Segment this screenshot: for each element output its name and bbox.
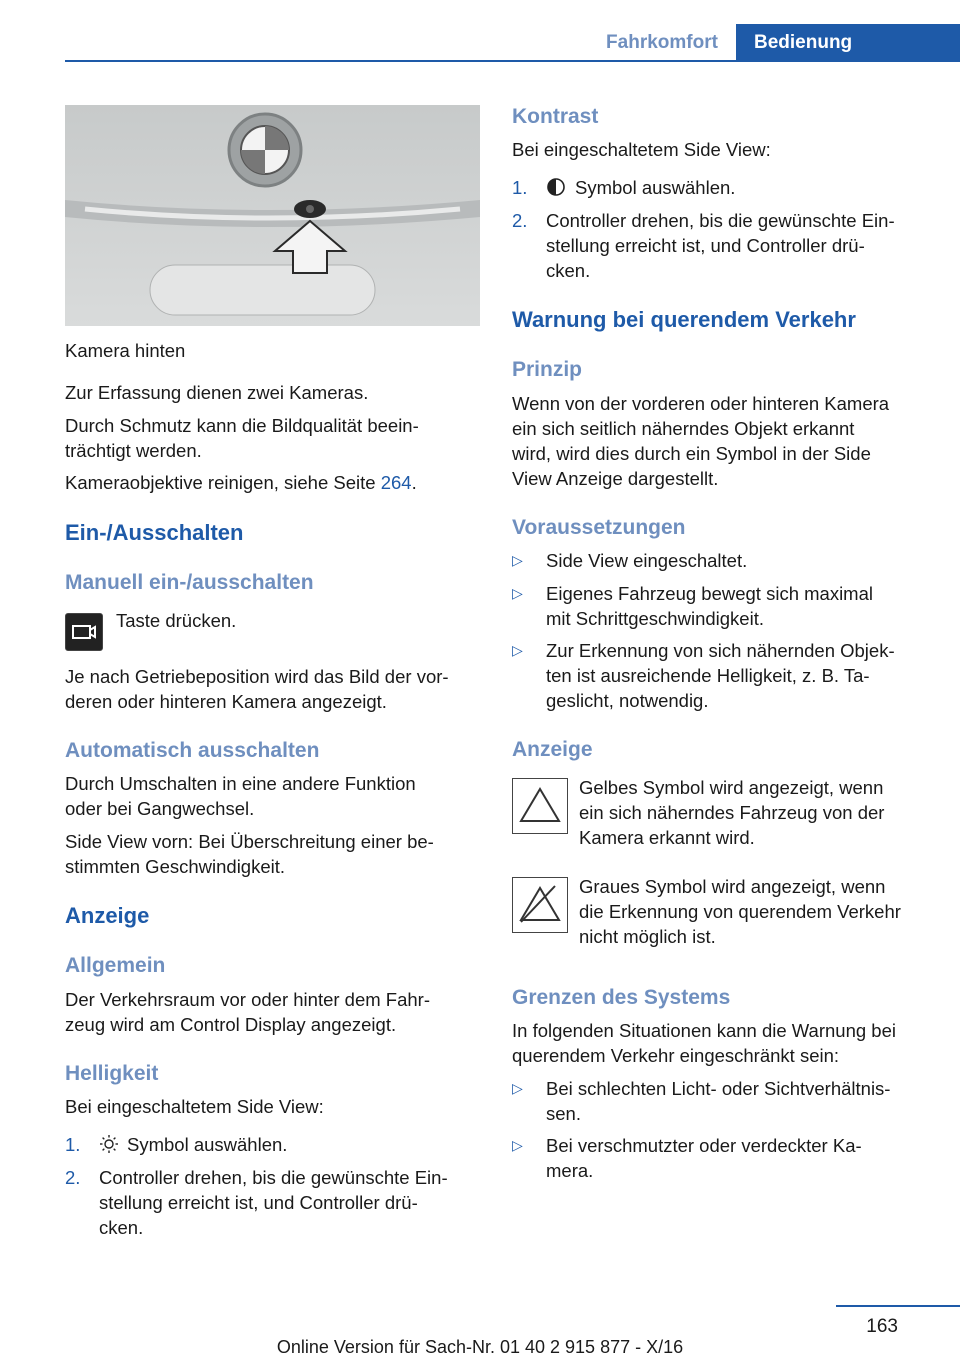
paragraph: View Anzeige dargestellt. — [512, 468, 719, 489]
header-section-label: Fahrkomfort — [606, 32, 718, 53]
heading-kontrast: Kontrast — [512, 105, 599, 128]
bullet-triangle-icon: ▷ — [512, 1080, 523, 1096]
heading-anzeige-right: Anzeige — [512, 738, 593, 761]
paragraph: Wenn von der vorderen oder hinteren Kamera — [512, 393, 890, 414]
step-text: Controller drehen, bis die gewünschte Ein‐ — [99, 1167, 448, 1188]
footer-rule — [836, 1305, 960, 1307]
paragraph: die Erkennung von querendem Verkehr — [579, 901, 901, 922]
rear-camera-photo — [65, 105, 480, 326]
bullet-text: geslicht, notwendig. — [546, 690, 709, 711]
heading-warnung: Warnung bei querendem Verkehr — [512, 307, 856, 332]
paragraph: ein sich näherndes Fahrzeug von der — [579, 802, 885, 823]
contrast-icon — [546, 177, 566, 202]
header-rule — [65, 60, 960, 62]
page-reference-link[interactable]: 264 — [380, 472, 412, 493]
footer-version-text: Online Version für Sach-Nr. 01 40 2 915 877 - X/16 — [276, 1337, 684, 1357]
step-text: Controller drehen, bis die gewünschte Ein‐ — [546, 210, 895, 231]
paragraph: nicht möglich ist. — [579, 926, 716, 947]
paragraph: ein sich seitlich näherndes Objekt erkannt — [512, 418, 855, 439]
paragraph: wird, wird dies durch ein Symbol in der Side — [512, 443, 871, 464]
rear-camera-illustration — [65, 105, 480, 326]
heading-grenzen: Grenzen des Systems — [512, 986, 731, 1009]
step-text: Symbol auswählen. — [575, 177, 736, 198]
bullet-text: Bei verschmutzter oder verdeckter Ka‐ — [546, 1135, 862, 1156]
paragraph: Je nach Getriebeposition wird das Bild der vor‐ — [65, 666, 449, 687]
step-number: 1. — [65, 1134, 81, 1155]
heading-automatisch: Automatisch ausschalten — [65, 739, 320, 762]
step-text: stellung erreicht ist, und Controller drü‐ — [546, 235, 865, 256]
paragraph: Zur Erfassung dienen zwei Kameras. — [65, 382, 369, 403]
side-view-button-icon — [65, 613, 103, 651]
step-text: cken. — [546, 260, 591, 281]
step-number: 2. — [65, 1167, 81, 1188]
step-text: cken. — [99, 1217, 144, 1238]
paragraph: Graues Symbol wird angezeigt, wenn — [579, 876, 886, 897]
warning-disabled-icon — [512, 877, 568, 933]
bullet-text: sen. — [546, 1103, 581, 1124]
heading-anzeige: Anzeige — [65, 903, 150, 928]
warning-triangle-icon — [512, 778, 568, 834]
bullet-text: ten ist ausreichende Helligkeit, z. B. Ta‐ — [546, 665, 870, 686]
bullet-triangle-icon: ▷ — [512, 642, 523, 658]
heading-helligkeit: Helligkeit — [65, 1062, 159, 1085]
bullet-text: mit Schrittgeschwindigkeit. — [546, 608, 764, 629]
paragraph: Gelbes Symbol wird angezeigt, wenn — [579, 777, 884, 798]
bullet-text: Zur Erkennung von sich nähernden Objek‐ — [546, 640, 895, 661]
paragraph — [65, 470, 417, 495]
brightness-icon — [99, 1134, 119, 1159]
paragraph-text: Kameraobjektive reinigen, siehe Seite — [65, 472, 381, 493]
paragraph-text: . — [411, 472, 417, 493]
step-text: Symbol auswählen. — [127, 1134, 288, 1155]
paragraph: Durch Umschalten in eine andere Funktion — [65, 773, 416, 794]
paragraph: Der Verkehrsraum vor oder hinter dem Fahr‐ — [65, 989, 430, 1010]
paragraph: Taste drücken. — [116, 610, 237, 631]
bullet-text: Bei schlechten Licht- oder Sichtverhältnis‐ — [546, 1078, 891, 1099]
page-number: 163 — [866, 1316, 898, 1337]
paragraph: Bei eingeschaltetem Side View: — [512, 139, 771, 160]
step-number: 1. — [512, 177, 528, 198]
bullet-triangle-icon: ▷ — [512, 1137, 523, 1153]
paragraph: querendem Verkehr eingeschränkt sein: — [512, 1045, 840, 1066]
heading-manuell: Manuell ein-/ausschalten — [65, 571, 314, 594]
bullet-text: mera. — [546, 1160, 594, 1181]
bullet-triangle-icon: ▷ — [512, 552, 523, 568]
paragraph: Kamera erkannt wird. — [579, 827, 755, 848]
heading-prinzip: Prinzip — [512, 358, 583, 381]
bullet-text: Side View eingeschaltet. — [546, 550, 748, 571]
header-chapter-tab: Bedienung — [736, 24, 960, 62]
paragraph: Side View vorn: Bei Überschreitung einer be‐ — [65, 831, 434, 852]
paragraph: stimmten Geschwindigkeit. — [65, 856, 286, 877]
photo-caption: Kamera hinten — [65, 340, 186, 361]
paragraph: In folgenden Situationen kann die Warnung bei — [512, 1020, 896, 1041]
heading-ein-ausschalten: Ein-/Ausschalten — [65, 520, 244, 545]
paragraph: trächtigt werden. — [65, 440, 202, 461]
bullet-text: Eigenes Fahrzeug bewegt sich maximal — [546, 583, 873, 604]
paragraph: zeug wird am Control Display angezeigt. — [65, 1014, 397, 1035]
step-text: stellung erreicht ist, und Controller drü‐ — [99, 1192, 418, 1213]
step-number: 2. — [512, 210, 528, 231]
heading-allgemein: Allgemein — [65, 954, 166, 977]
paragraph: Durch Schmutz kann die Bildqualität beein‐ — [65, 415, 419, 436]
paragraph: deren oder hinteren Kamera angezeigt. — [65, 691, 387, 712]
heading-voraussetzungen: Voraussetzungen — [512, 516, 686, 539]
bullet-triangle-icon: ▷ — [512, 585, 523, 601]
paragraph: oder bei Gangwechsel. — [65, 798, 255, 819]
paragraph: Bei eingeschaltetem Side View: — [65, 1096, 324, 1117]
